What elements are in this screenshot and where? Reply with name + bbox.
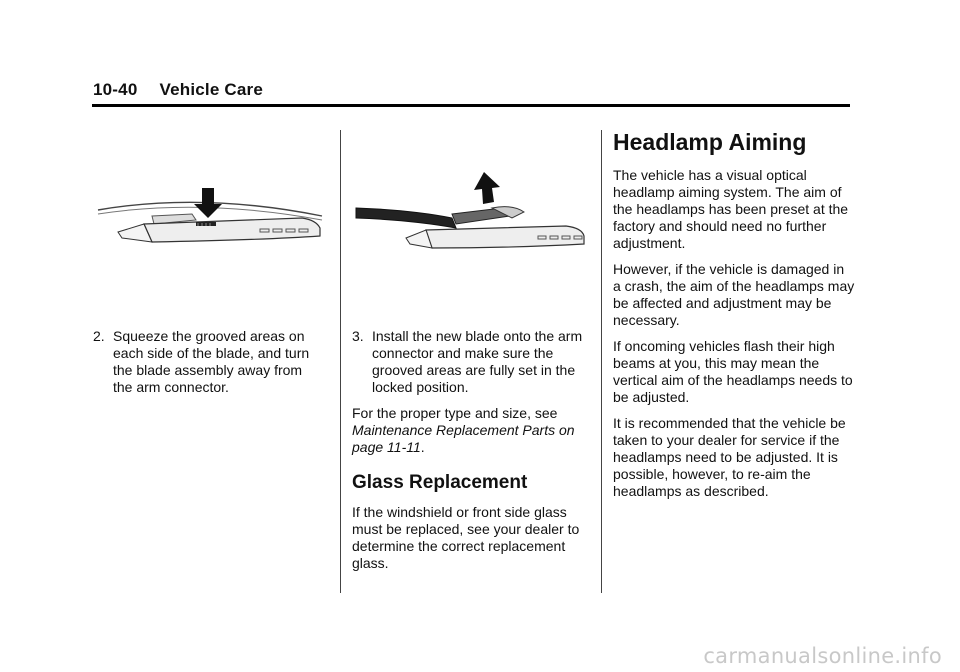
column-divider-1 — [340, 130, 341, 593]
step-text: Install the new blade onto the arm connector and make sure the grooved areas are fully set in the locked position. — [372, 328, 583, 395]
wiper-blade-install-figure — [352, 168, 586, 252]
step-number: 2. — [93, 328, 105, 344]
paragraph: However, if the vehicle is damaged in a crash, the aim of the headlamps may be affected and adjustment may be necessary. — [613, 261, 855, 328]
column-1 — [93, 328, 325, 396]
maintenance-parts-link[interactable]: Maintenance Replacement Parts on page 11-11 — [352, 422, 575, 455]
column-2 — [352, 328, 588, 581]
watermark: carmanualsonline.info — [703, 644, 942, 668]
reference-paragraph — [352, 405, 588, 456]
step-text: Squeeze the grooved areas on each side of the blade, and turn the blade assembly away from the arm connector. — [113, 328, 310, 395]
reference-prefix: For the proper type and size, see — [352, 405, 558, 421]
wiper-blade-removal-figure — [92, 180, 326, 252]
column-3 — [613, 129, 855, 509]
page-number: 10-40 — [93, 80, 138, 99]
glass-replacement-text: If the windshield or front side glass must be replaced, see your dealer to determine the correct replacement glass. — [352, 504, 580, 571]
paragraph: It is recommended that the vehicle be taken to your dealer for service if the headlamps need to be adjusted. It is possible, however, to re-aim the headlamps as described. — [613, 415, 846, 499]
header-rule — [92, 104, 850, 107]
paragraph: If oncoming vehicles flash their high beams at you, this may mean the vertical aim of the headlamps needs to be adjusted. — [613, 338, 853, 405]
step-number: 3. — [352, 328, 364, 344]
step-2 — [93, 328, 325, 396]
page-header — [93, 80, 263, 100]
arrow-up-icon — [474, 172, 500, 204]
paragraph: The vehicle has a visual optical headlamp aiming system. The aim of the headlamps has been preset at the factory and should need no further adjustment. — [613, 167, 849, 251]
column-divider-2 — [601, 130, 602, 593]
reference-suffix: . — [420, 439, 425, 455]
headlamp-aiming-heading: Headlamp Aiming — [613, 129, 807, 155]
section-title: Vehicle Care — [159, 80, 264, 99]
glass-replacement-heading: Glass Replacement — [352, 472, 528, 493]
step-3 — [352, 328, 588, 396]
